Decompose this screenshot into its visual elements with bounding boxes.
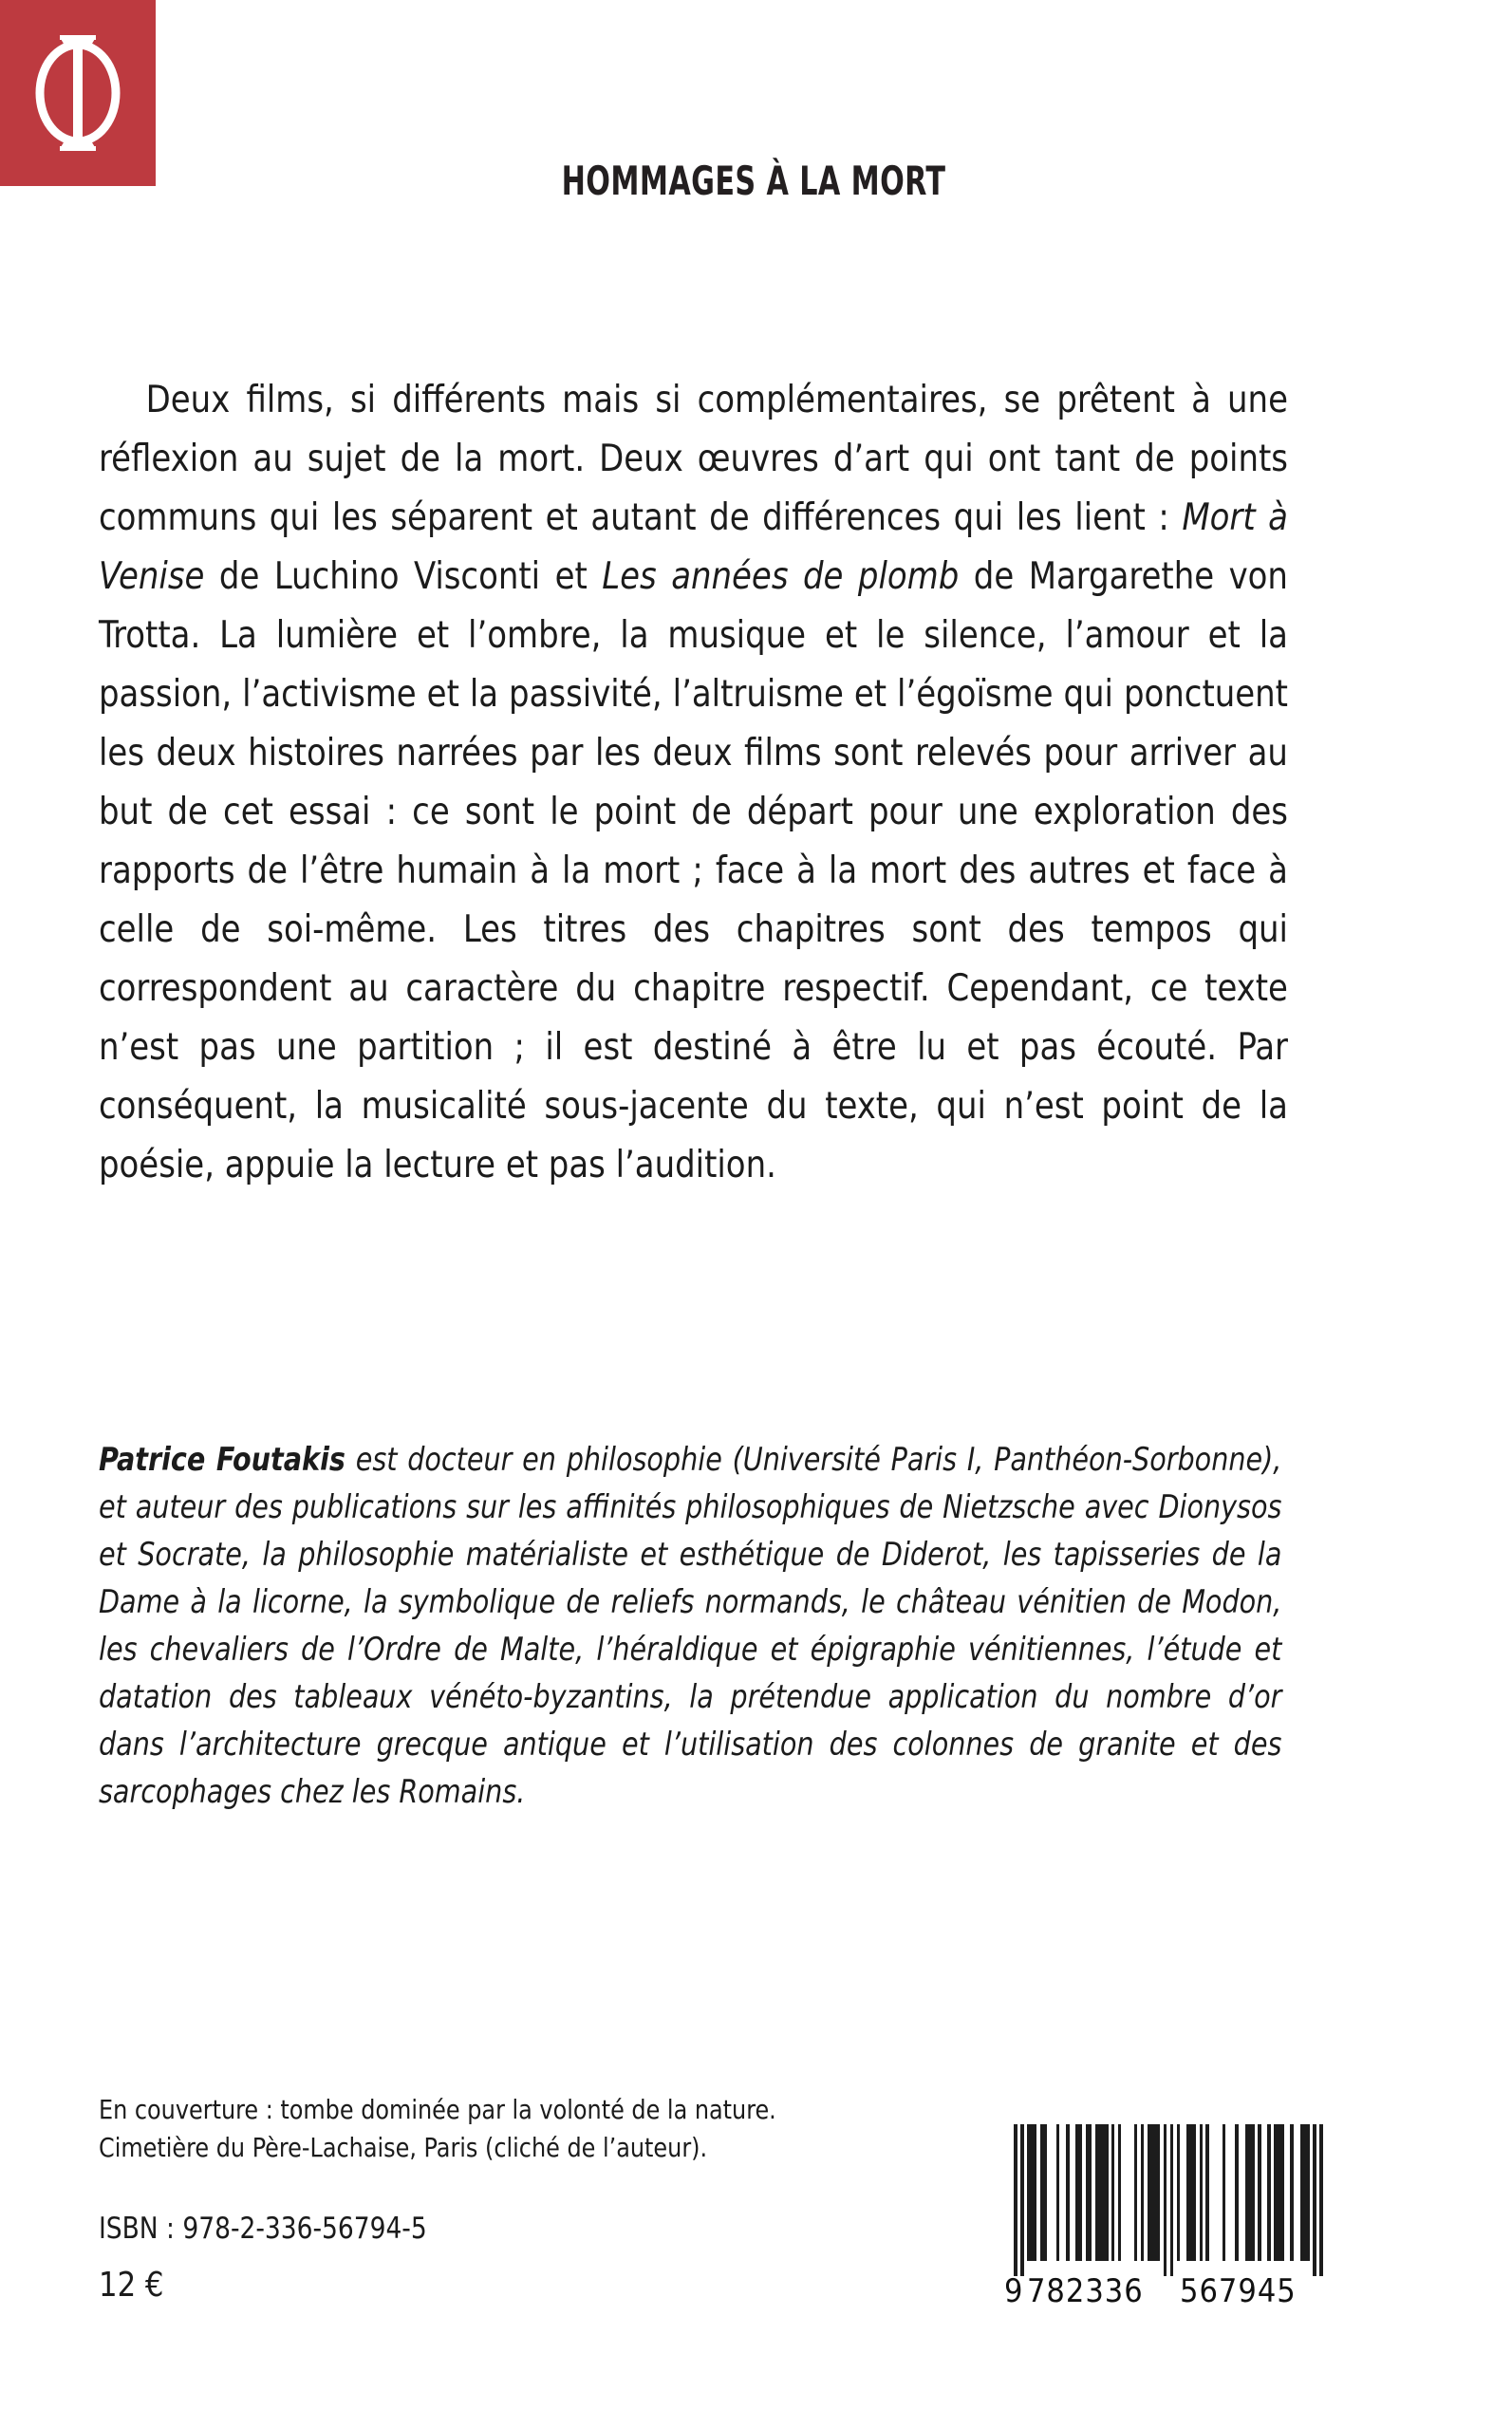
barcode-digits (1004, 2272, 1333, 2316)
barcode-bar (1186, 2124, 1196, 2261)
barcode-bar (1134, 2124, 1137, 2261)
barcode-bar (1086, 2124, 1092, 2261)
summary-text-part-1: Deux films, si différents mais si complémentaires, se prêtent à une réflexion au sujet de la mort. Deux œuvres d’art qui ont tant de points communs qui les séparent et autant de différences qui les lient : (99, 378, 1288, 539)
summary-text-part-2: de Luchino Visconti et (204, 554, 603, 598)
author-name: Patrice Foutakis (99, 1441, 345, 1478)
barcode-bar (1274, 2124, 1283, 2261)
barcode-bar (1066, 2124, 1069, 2261)
ean13-barcode (1004, 2124, 1333, 2329)
barcode-bar (1313, 2124, 1316, 2276)
barcode-bar (1300, 2124, 1310, 2261)
barcode-bar (1235, 2124, 1238, 2261)
page-title: HOMMAGES À LA MORT (561, 158, 946, 205)
barcode-bar (1177, 2124, 1180, 2261)
barcode-bar (1075, 2124, 1082, 2261)
barcode-bar (1020, 2124, 1023, 2276)
author-bio-section (99, 1436, 1344, 1816)
barcode-bar (1205, 2124, 1208, 2261)
barcode-bars (1004, 2124, 1333, 2276)
film-title-mort-a-venise: Mort à Venise (99, 495, 1288, 598)
barcode-bar (1223, 2124, 1225, 2261)
barcode-bar (1118, 2124, 1121, 2261)
barcode-bar (1267, 2124, 1270, 2261)
barcode-bar (1258, 2124, 1260, 2261)
barcode-bar (1245, 2124, 1255, 2261)
barcode-bar (1056, 2124, 1059, 2261)
isbn-text: ISBN : 978-2-336-56794-5 (99, 2212, 427, 2246)
barcode-bar (1040, 2124, 1047, 2261)
barcode-bar (1027, 2124, 1036, 2261)
author-bio-text: est docteur en philosophie (Université Paris I, Panthéon-Sorbonne), et auteur des publications sur les affinités philosophiques de Nietzsche avec Dionysos et Socrate, la philosophie matérialiste et esthétique de Diderot, les tapisseries de la Dame à la licorne, la symbolique de reliefs normands, le château vénitien de Modon, les chevaliers de l’Ordre de Malte, l’héraldique et épigraphie vénitiennes, l’étude et datation des tableaux vénéto-byzantins, la prétendue application du nombre d’or dans l’architecture grecque antique et l’utilisation des colonnes de granite et des sarcophages chez les Romains. (99, 1441, 1282, 1810)
barcode-bar (1170, 2124, 1173, 2276)
summary-text-part-3: de Margarethe von Trotta. La lumière et l’ombre, la musique et le silence, l’amour et la passion, l’activisme et la passivité, l’altruisme et l’égoïsme qui ponctuent les deux histoires narrées par les deux films sont relevés pour arriver au but de cet essai : ce sont le point de départ pour une exploration des rapports de l’être humain à la mort ; face à la mort des autres et face à celle de soi-même. Les titres des chapitres sont des tempos qui correspondent au caractère du chapitre respectif. Cependant, ce texte n’est pas une partition ; il est destiné à être lu et pas écouté. Par conséquent, la musicalité sous-jacente du texte, qui n’est point de la poésie, appuie la lecture et pas l’audition. (99, 554, 1288, 1186)
barcode-bar (1141, 2124, 1144, 2261)
barcode-bar (1290, 2124, 1293, 2261)
publisher-logo-block (0, 0, 156, 186)
author-bio-paragraph (99, 1436, 1281, 1816)
film-title-les-annees-de-plomb: Les années de plomb (602, 554, 960, 598)
barcode-digit-group-2: 782336 (1026, 2272, 1144, 2310)
barcode-bar (1164, 2124, 1167, 2276)
summary-paragraph (99, 370, 1288, 1194)
barcode-bar (1095, 2124, 1109, 2261)
barcode-bar (1111, 2124, 1114, 2261)
barcode-digit-group-1: 9 (1004, 2272, 1024, 2310)
cover-credit-line-2: Cimetière du Père-Lachaise, Paris (cliché de l’auteur). (99, 2132, 708, 2163)
cover-credit-line-1: En couverture : tombe dominée par la volonté de la nature. (99, 2094, 776, 2125)
barcode-bar (1014, 2124, 1017, 2276)
barcode-bar (1148, 2124, 1161, 2261)
price-text: 12 € (99, 2266, 164, 2305)
book-summary-section (99, 370, 1344, 1194)
barcode-digit-group-3: 567945 (1179, 2272, 1297, 2310)
barcode-bar (1319, 2124, 1322, 2276)
phi-logo-icon (26, 31, 130, 155)
barcode-bar (1200, 2124, 1203, 2261)
page-title-container (156, 131, 1352, 231)
